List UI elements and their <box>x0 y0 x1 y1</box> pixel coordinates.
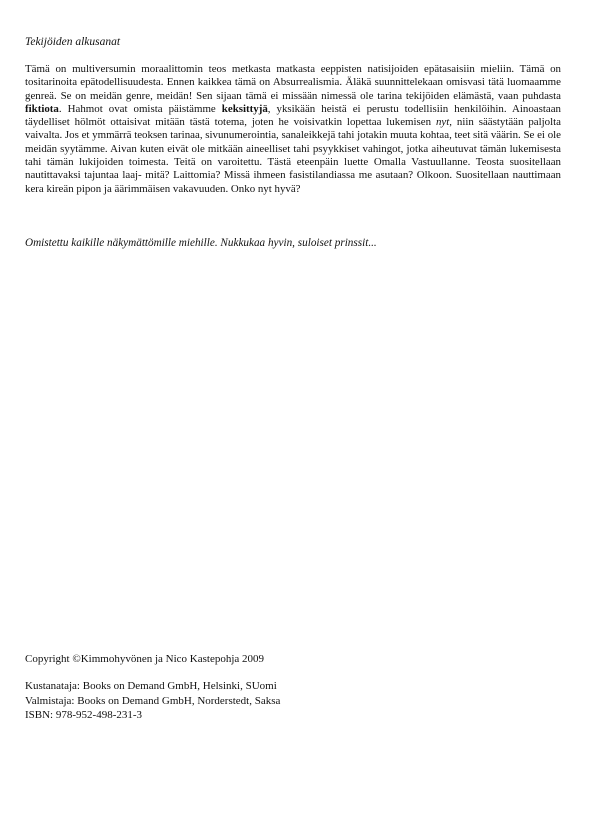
preface-text-part-3: , yksikään heistä ei perustu todellisiin henkilöihin. Ainoastaan täydelliset hölmöt ottaisivat mitään tästä totema, joten he voisivatkin lopettaa lukemisen <box>25 102 561 129</box>
preface-heading: Tekijöiden alkusanat <box>25 36 121 48</box>
preface-text-part-2: . Hahmot ovat omista päistämme <box>58 102 222 115</box>
preface-text-part-4: , niin säästytään paljolta vaivalta. Jos et ymmärrä teoksen tarinaa, sivunumerointia, sanaleikkejä tahi jotakin muuta kohtaa, teet sitä väärin. Se ei ole meidän syytämme. Aivan kuten eivät ole mitkään aineelliset tahi psyykkiset vahingot, jotka aiheutuvat tämän lukemisesta tahi tämän lukijoiden toimesta. Teitä on varoitettu. Tästä eteenpäin luette Omalla Vastuullanne. Teosta suositellaan nautittavaksi tajuntaa laaj- mitä? Laittomia? Missä ihmeen fasistilandiassa me asutaan? Olkoon. Suositellaan nauttimaan kera kireän pipon ja äärimmäisen vakavuuden. Onko nyt hyvä? <box>25 116 562 195</box>
imprint-block <box>25 679 280 723</box>
copyright-line: Copyright ©Kimmohyvönen ja Nico Kastepohja 2009 <box>25 653 265 665</box>
preface-emphasis-nyt: nyt <box>435 116 450 129</box>
publisher-line: Kustanataja: Books on Demand GmbH, Helsinki, SUomi <box>25 680 277 692</box>
preface-emphasis-keksittyja: keksittyjä <box>221 102 268 115</box>
preface-emphasis-fiktiota: fiktiota <box>25 102 59 115</box>
isbn-line: ISBN: 978-952-498-231-3 <box>25 709 143 722</box>
manufacturer-line: Valmistaja: Books on Demand GmbH, Norderstedt, Saksa <box>25 694 281 707</box>
preface-text <box>25 63 561 196</box>
dedication: Omistettu kaikille näkymättömille miehille. Nukkukaa hyvin, suloiset prinssit... <box>25 237 377 249</box>
preface-text-part-1: Tämä on multiversumin moraalittomin teos metkasta matkasta eeppisten natisijoiden epätasaisiin mieliin. Tämä on tositarinoita epätodellisuudesta. Ennen kaikkea tämä on Absurrealismia. Äläkä suunnittelekaan omisvasi tätä luomaamme genreä. Se on meidän genre, meidän! Sen sijaan tämä ei missään nimessä ole tarina tekijöiden elämästä, vaan puhdasta <box>25 63 561 102</box>
